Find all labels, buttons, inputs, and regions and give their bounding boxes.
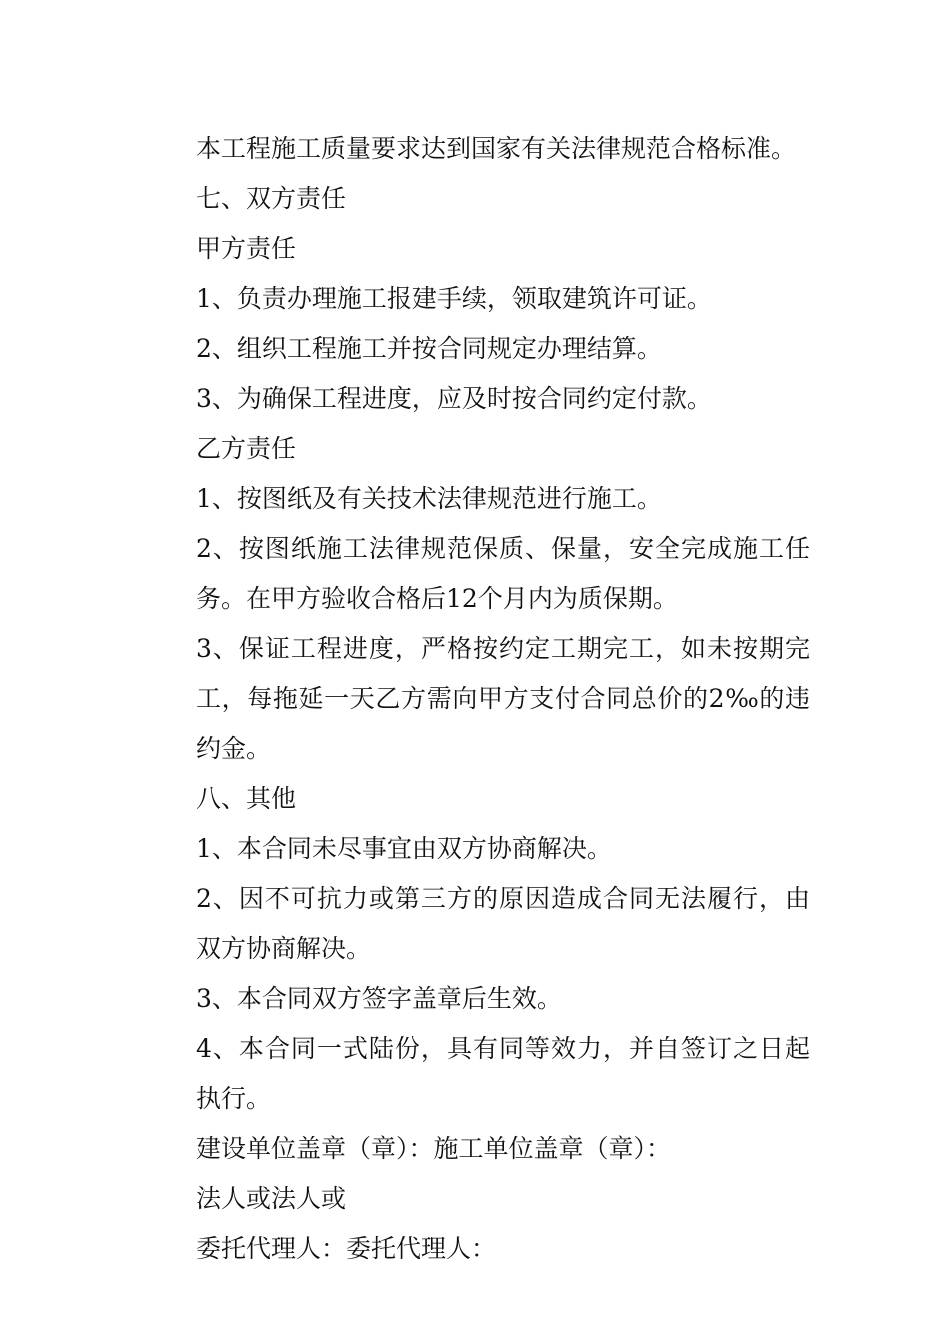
section-heading-responsibilities: 七、双方责任 bbox=[196, 184, 347, 213]
subheading-party-a: 甲方责任 bbox=[196, 234, 297, 263]
party-b-item-2: 2、按图纸施工法律规范保质、保量，安全完成施工任务。在甲方验收合格后12个月内为质保期。 bbox=[196, 534, 810, 613]
signature-agent-line: 委托代理人：委托代理人： bbox=[196, 1234, 497, 1263]
section-heading-other: 八、其他 bbox=[196, 784, 297, 813]
party-b-item-1: 1、按图纸及有关技术法律规范进行施工。 bbox=[196, 484, 662, 513]
document-body bbox=[145, 124, 810, 1274]
other-item-1: 1、本合同未尽事宜由双方协商解决。 bbox=[196, 834, 612, 863]
party-a-item-3: 3、为确保工程进度，应及时按合同约定付款。 bbox=[196, 384, 712, 413]
other-item-4: 4、本合同一式陆份，具有同等效力，并自签订之日起执行。 bbox=[196, 1034, 810, 1113]
party-b-item-3: 3、保证工程进度，严格按约定工期完工，如未按期完工，每拖延一天乙方需向甲方支付合同总价的2‰的违约金。 bbox=[196, 634, 810, 763]
party-a-item-1: 1、负责办理施工报建手续，领取建筑许可证。 bbox=[196, 284, 712, 313]
paragraph-quality-standard: 本工程施工质量要求达到国家有关法律规范合格标准。 bbox=[196, 134, 797, 163]
signature-legal-person-line: 法人或法人或 bbox=[196, 1184, 347, 1213]
signature-seal-line: 建设单位盖章（章）：施工单位盖章（章）： bbox=[196, 1134, 672, 1163]
subheading-party-b: 乙方责任 bbox=[196, 434, 297, 463]
party-a-item-2: 2、组织工程施工并按合同规定办理结算。 bbox=[196, 334, 662, 363]
other-item-3: 3、本合同双方签字盖章后生效。 bbox=[196, 984, 562, 1013]
other-item-2: 2、因不可抗力或第三方的原因造成合同无法履行，由双方协商解决。 bbox=[196, 884, 810, 963]
